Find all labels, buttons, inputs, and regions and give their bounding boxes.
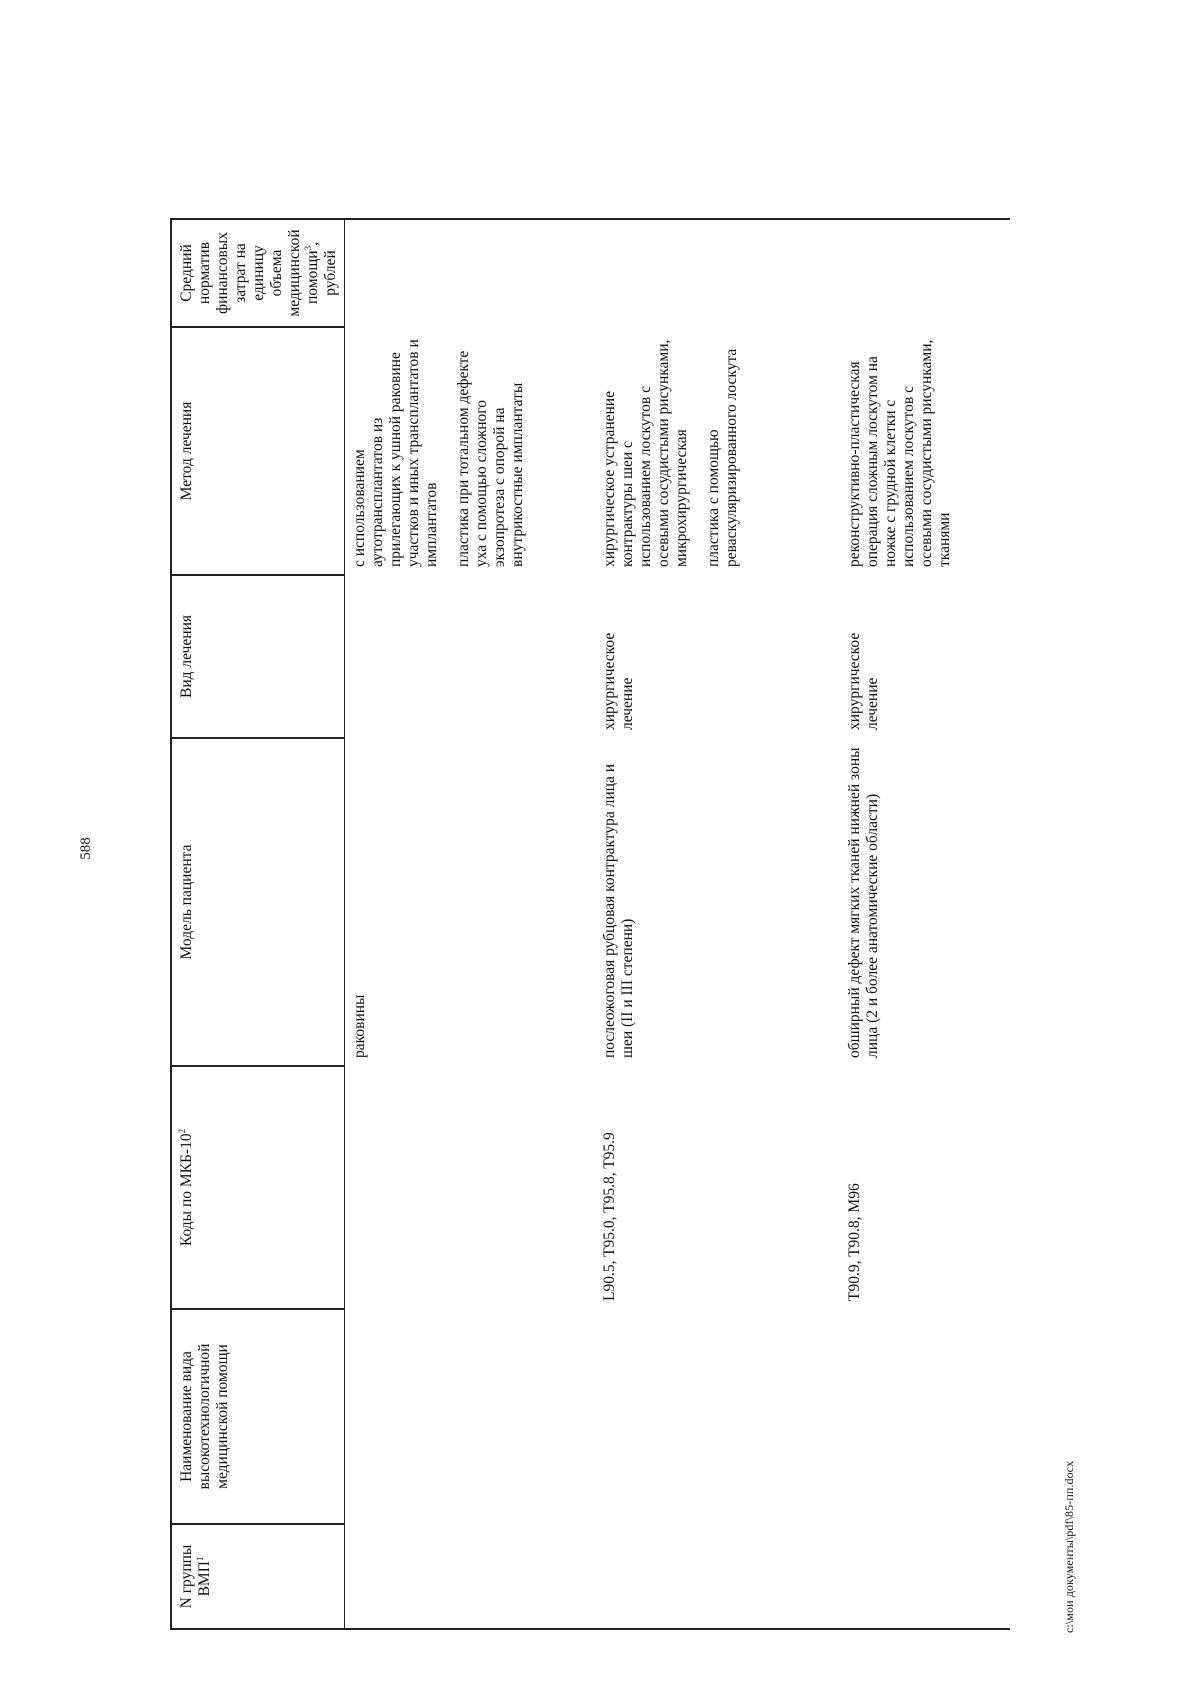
header-cost-standard <box>171 219 345 327</box>
footer-file-path: c:\мои документы\pdf\85-пп.docx <box>1062 1460 1076 1633</box>
cell-icd10-codes <box>595 1066 840 1309</box>
treatment-method-text: хирургическое устранение контрактуры шеи с использованием лоскутов с осевыми сосудистыми рисунками, микрохирургическая <box>600 339 690 567</box>
cell-care-type-name <box>595 1309 840 1524</box>
header-care-type-name <box>171 1309 345 1524</box>
cell-treatment-type <box>595 575 840 738</box>
header-icd10-codes-text: Коды по МКБ-10 <box>178 1133 195 1247</box>
cell-group-number <box>345 1524 595 1629</box>
cell-cost-standard <box>345 219 595 327</box>
header-cost-standard-text: Средний норматив финансовых затрат на единицу объема медицинской помощи <box>178 229 321 317</box>
header-treatment-type <box>171 575 345 738</box>
header-patient-model <box>171 738 345 1066</box>
cell-treatment-type <box>840 575 1010 738</box>
patient-model-text: раковины <box>351 994 368 1058</box>
cell-cost-standard <box>595 219 840 327</box>
treatment-method-text: с использованием аутотрансплантатов из прилегающих к ушной раковине участков и иных трансплантатов и имплантатов <box>351 339 440 567</box>
cell-group-number <box>595 1524 840 1629</box>
cell-treatment-type <box>345 575 595 738</box>
cell-care-type-name <box>345 1309 595 1524</box>
cell-cost-standard <box>840 219 1010 327</box>
table-header-row <box>171 219 345 1629</box>
table-row <box>345 219 595 1629</box>
table-row <box>595 219 840 1629</box>
treatment-type-text: хирургическое лечение <box>600 632 636 730</box>
cell-treatment-method <box>345 327 595 575</box>
table-row <box>840 219 1010 1629</box>
header-cost-standard-unit: , рублей <box>304 242 339 296</box>
cell-treatment-method <box>595 327 840 575</box>
header-cost-standard-footnote: 3 <box>302 245 313 251</box>
treatment-method-text: реконструктивно-пластическая операция сложным лоскутом на ножке с грудной клетки с использованием лоскутов с осевыми сосудистыми рисунками, тканями <box>845 339 953 567</box>
header-icd10-codes-footnote: 2 <box>176 1128 187 1134</box>
icd10-codes-text: L90.5, T95.0, T95.8, T95.9 <box>600 1132 618 1301</box>
header-patient-model-text: Модель пациента <box>178 844 195 960</box>
cell-icd10-codes <box>840 1066 1010 1309</box>
header-vmp-group-number <box>171 1524 345 1629</box>
header-care-type-name-text: Наименование вида высокотехнологичной медицинской помощи <box>178 1343 231 1490</box>
header-vmp-group-number-text: N группы ВМП <box>178 1544 213 1609</box>
cell-group-number <box>840 1524 1010 1629</box>
patient-model-text: послеожоговая рубцовая контрактура лица и шеи (II и III степени) <box>600 763 636 1058</box>
header-treatment-method-text: Метод лечения <box>178 401 195 501</box>
header-icd10-codes <box>171 1066 345 1309</box>
vmp-table <box>170 218 1010 1630</box>
treatment-type-text: хирургическое лечение <box>845 632 881 730</box>
cell-patient-model <box>345 738 595 1066</box>
header-treatment-type-text: Вид лечения <box>178 614 195 699</box>
cell-care-type-name <box>840 1309 1010 1524</box>
page-number: 588 <box>78 837 94 860</box>
cell-patient-model <box>595 738 840 1066</box>
patient-model-text: обширный дефект мягких тканей нижней зоны лица (2 и более анатомические области) <box>845 747 881 1058</box>
treatment-method-text: пластика с помощью реваскуляризированного лоскута <box>704 348 740 567</box>
treatment-method-text: пластика при тотальном дефекте уха с помощью сложного экзопротеза с опорой на внутрикостные имплантаты <box>455 350 526 567</box>
header-vmp-group-number-footnote: 1 <box>194 1556 205 1562</box>
icd10-codes-text: T90.9, T90.8, M96 <box>845 1183 863 1301</box>
cell-icd10-codes <box>345 1066 595 1309</box>
cell-patient-model <box>840 738 1010 1066</box>
header-treatment-method <box>171 327 345 575</box>
cell-treatment-method <box>840 327 1010 575</box>
